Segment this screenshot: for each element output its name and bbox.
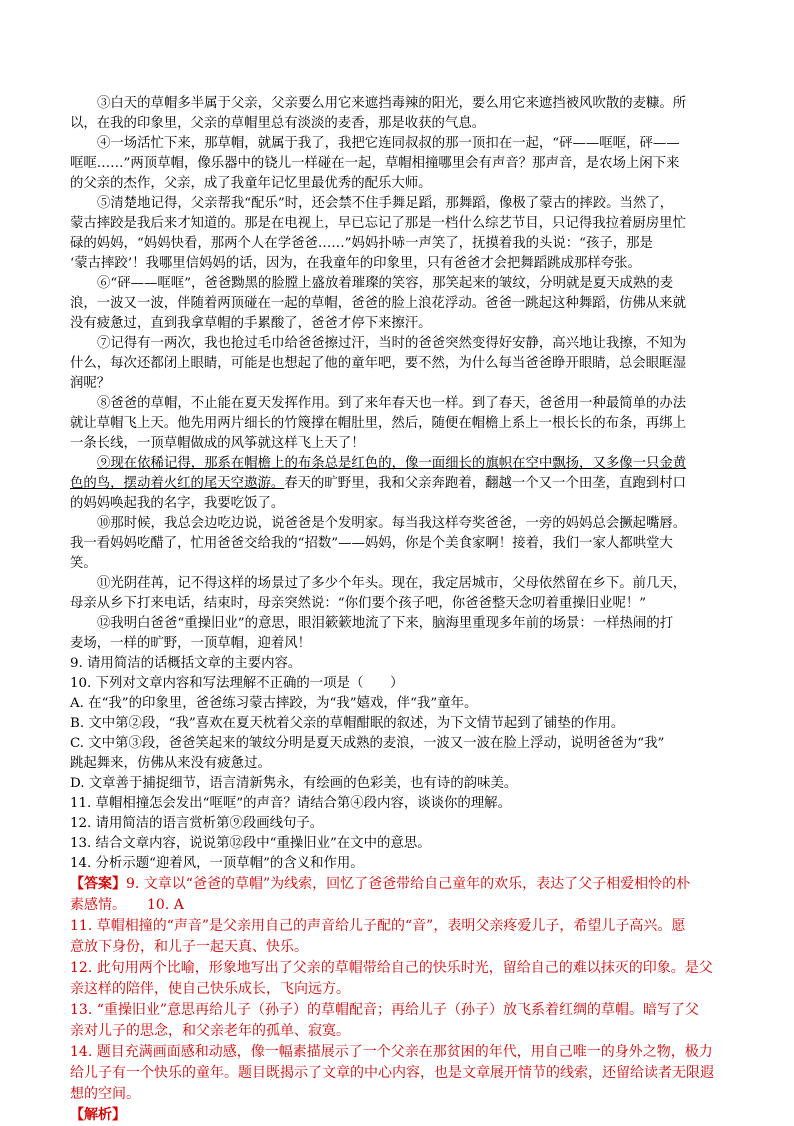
answer-line: 14. 题目充满画面感和动感，像一幅素描展示了一个父亲在那贫困的年代，用自己唯一的身外之物，极力 (70, 1044, 713, 1060)
text-line: ⑥“砰——哐哐”，爸爸黝黑的脸膛上盛放着璀璨的笑容，那笑起来的皱纹，分明就是夏天成熟的麦 (97, 276, 674, 291)
question-option: A. 在“我”的印象里，爸爸练习蒙古摔跤，为“我”嬉戏，伴“我”童年。 (70, 696, 478, 711)
text-line: 哐哐……”两顶草帽，像乐器中的铙儿一样碰在一起，草帽相撞哪里会有声音？那声音，是农场上闲下来 (70, 156, 680, 171)
text-line: 碌的妈妈，“妈妈快看，那两个人在学爸爸……”妈妈扑哧一声笑了，抚摸着我的头说：“孩子，那是 (70, 236, 653, 251)
answer-line: 素感情。 10. A (70, 897, 184, 913)
paragraph-11 (70, 574, 727, 614)
underlined-sentence: 色的鸟，摆动着火红的尾天空遨游。 (70, 476, 285, 491)
text-line: ④一场活忙下来，那草帽，就属于我了，我把它连同叔叔的那一顶扣在一起，“砰——哐哐，砰—— (97, 136, 680, 151)
paragraph-4 (70, 134, 727, 194)
text-line: ⑦记得有一两次，我也抢过毛巾给爸爸擦过汗，当时的爸爸突然变得好安静，高兴地让我擦，不知为 (97, 336, 687, 351)
text-line: 母亲从乡下打来电话，结束时，母亲突然说：“你们要个孩子吧，你爸爸整天念叨着重操旧业呢！” (70, 596, 647, 611)
text-line: ⑧爸爸的草帽，不止能在夏天发挥作用。到了来年春天也一样。到了春天，爸爸用一种最简单的办法 (97, 396, 687, 411)
text-line: 笑。 (70, 556, 97, 571)
text-line: 蒙古摔跤是我后来才知道的。那是在电视上，早已忘记了那是一档什么综艺节目，只记得我拉着厨房里忙 (70, 216, 686, 231)
text-line: ⑫我明白爸爸“重操旧业”的意思，眼泪簌簌地流了下来，脑海里重现多年前的场景：一样热闹的打 (97, 616, 674, 631)
question-item: 10. 下列对文章内容和写法理解不正确的一项是（ ） (70, 676, 404, 691)
analysis-label: 【解析】 (70, 1107, 126, 1123)
question-option: B. 文中第②段，“我”喜欢在夏天枕着父亲的草帽酣眠的叙述，为下文情节起到了铺垫的作用。 (70, 716, 625, 731)
paragraph-3 (70, 94, 727, 134)
text-line: 没有疲惫过，直到我拿草帽的手累酸了，爸爸才停下来擦汗。 (70, 316, 432, 331)
answer-line: 想的空间。 (70, 1086, 140, 1102)
text-line: 什么，每次还都闭上眼睛，可能是也想起了他的童年吧，要不然，为什么每当爸爸睁开眼睛，总会眼眶湿 (70, 356, 686, 371)
answer-line: 给儿子有一个快乐的童年。题目既揭示了文章的中心内容，也是文章展开情节的线索，还留给读者无限遐 (70, 1065, 714, 1081)
text-line: 麦场，一样的旷野，一顶草帽，迎着风！ (70, 636, 312, 651)
text-line (70, 454, 727, 474)
answer-text: 9. 文章以“爸爸的草帽”为线索，回忆了爸爸带给自己童年的欢乐，表达了父子相爱相怜的朴 (126, 876, 691, 892)
answer-line: 亲这样的陪伴，使自己快乐成长，飞向远方。 (70, 981, 350, 997)
answer-section (70, 874, 727, 1105)
underlined-sentence: ⑨现在依稀记得，那系在帽檐上的布条总是红色的，像一面细长的旗帜在空中飘扬，又多像一只金黄 (97, 456, 687, 471)
text-line: 浪，一波又一波，伴随着两顶碰在一起的草帽，爸爸的脸上浪花浮动。爸爸一跳起这种舞蹈，仿佛从来就 (70, 296, 686, 311)
answer-line: 11. 草帽相撞的“声音”是父亲用自己的声音给儿子配的“音”，表明父亲疼爱儿子，希望儿子高兴。愿 (70, 918, 686, 934)
answer-line: 12. 此句用两个比喻，形象地写出了父亲的草帽带给自己的快乐时光，留给自己的难以抹灭的印象。是父 (70, 960, 713, 976)
paragraph-9 (70, 454, 727, 514)
answer-line (70, 874, 727, 895)
question-item: 14. 分析示题“迎着风，一顶草帽”的含义和作用。 (70, 856, 364, 871)
text-line: 以，在我的印象里，父亲的草帽里总有淡淡的麦香，那是收获的气息。 (70, 116, 486, 131)
text-line: ⑪光阴荏苒，记不得这样的场景过了多少个年头。现在，我定居城市，父母依然留在乡下。前几天， (97, 576, 687, 591)
question-item: 11. 草帽相撞怎会发出“哐哐”的声音？请结合第④段内容，谈谈你的理解。 (70, 796, 511, 811)
paragraph-10 (70, 514, 727, 574)
answer-line: 亲对儿子的思念，和父亲老年的孤单、寂寞。 (70, 1023, 350, 1039)
text-line (70, 474, 727, 494)
question-option: 跳起舞来，仿佛从来没有疲惫过。 (70, 756, 271, 771)
question-item: 12. 请用简洁的语言赏析第⑨段画线句子。 (70, 816, 324, 831)
text-line: ‘蒙古摔跤’！我哪里信妈妈的话，因为，在我童年的印象里，只有爸爸才会把舞蹈跳成那样夸张。 (70, 256, 641, 271)
question-list (70, 654, 727, 874)
text-line: 我一看妈妈吃醋了，忙用爸爸交给我的“招数”——妈妈，你是个美食家啊！接着，我们一家人都哄堂大 (70, 536, 673, 551)
text-line: 的妈妈唤起我的名字，我要吃饭了。 (70, 496, 285, 511)
paragraph-5 (70, 194, 727, 274)
text-line: 就让草帽飞上天。他先用两片细长的竹篾撑在帽肚里，然后，随便在帽檐上系上一根长长的布条，再绑上 (70, 416, 686, 431)
text-line: ⑩那时候，我总会边吃边说，说爸爸是个发明家。每当我这样夸奖爸爸，一旁的妈妈总会撅起嘴唇。 (97, 516, 687, 531)
answer-label: 【答案】 (70, 876, 126, 892)
paragraph-6 (70, 274, 727, 334)
text-line: ③白天的草帽多半属于父亲，父亲要么用它来遮挡毒辣的阳光，要么用它来遮挡被风吹散的麦糠。所 (97, 96, 687, 111)
question-option: D. 文章善于捕捉细节，语言清新隽永，有绘画的色彩美，也有诗的韵味美。 (70, 776, 518, 791)
sentence: 春天的旷野里，我和父亲奔跑着，翻越一个又一个田垄，直跑到村口 (284, 476, 686, 491)
question-item: 13. 结合文章内容，说说第⑫段中“重操旧业”在文中的意思。 (70, 836, 431, 851)
text-line: 润呢？ (70, 376, 111, 391)
question-option: C. 文中第③段，爸爸笑起来的皱纹分明是夏天成熟的麦浪，一波又一波在脸上浮动，说明爸爸为“我” (70, 736, 665, 751)
paragraph-8 (70, 394, 727, 454)
document-page (70, 94, 727, 1126)
answer-line: 意放下身份，和儿子一起天真、快乐。 (70, 939, 308, 955)
paragraph-12 (70, 614, 727, 654)
answer-line: 13. “重操旧业”意思再给儿子（孙子）的草帽配音；再给儿子（孙子）放飞系着红绸的草帽。暗写了父 (70, 1002, 700, 1018)
text-line: ⑤清楚地记得，父亲帮我“配乐”时，还会禁不住手舞足蹈，那舞蹈，像极了蒙古的摔跤。当然了， (97, 196, 674, 211)
text-line: 的父亲的杰作，父亲，成了我童年记忆里最优秀的配乐大师。 (70, 176, 432, 191)
paragraph-7 (70, 334, 727, 394)
text-line: 一条长线，一顶草帽做成的风筝就这样飞上天了！ (70, 436, 365, 451)
question-item: 9. 请用简洁的话概括文章的主要内容。 (70, 656, 302, 671)
